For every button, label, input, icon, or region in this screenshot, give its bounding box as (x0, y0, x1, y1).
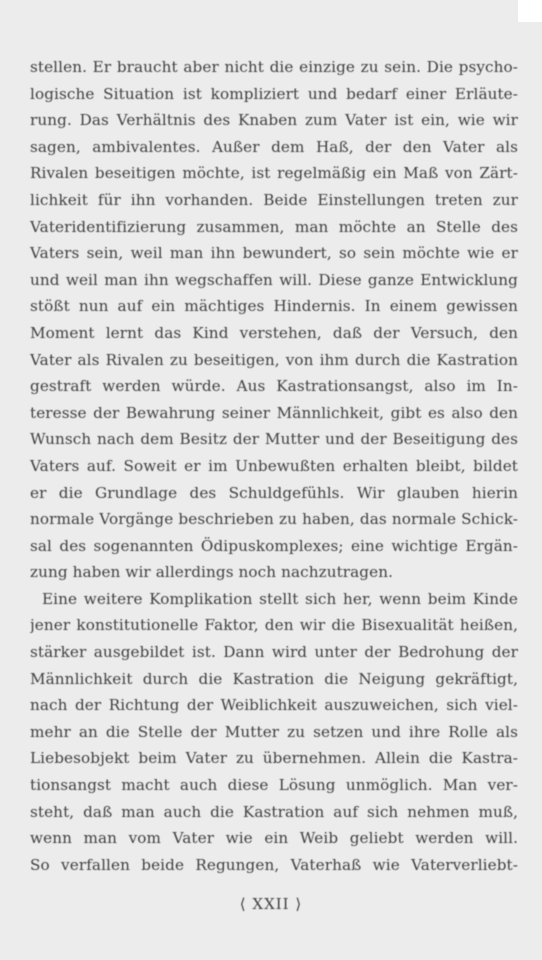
text-line: normale Vorgänge beschrieben zu haben, das normale Schick- (30, 510, 518, 529)
text-line: jener konstitutionelle Faktor, den wir die Bisexualität heißen, (30, 616, 518, 635)
text-line: er die Grundlage des Schuldgefühls. Wir glauben hierin (30, 483, 518, 502)
text-line: Eine weitere Komplikation stellt sich her, wenn beim Kinde (42, 589, 518, 608)
text-line: stärker ausgebildet ist. Dann wird unter der Bedrohung der (30, 643, 518, 662)
text-line: Rivalen beseitigen möchte, ist regelmäßig ein Maß von Zärt- (30, 164, 518, 183)
body-text (30, 54, 518, 878)
text-line: Moment lernt das Kind verstehen, daß der Versuch, den (30, 323, 518, 342)
text-line: So verfallen beide Regungen, Vaterhaß wie Vaterverliebt- (30, 855, 518, 874)
text-line: zung haben wir allerdings noch nachzutragen. (30, 563, 394, 582)
text-line: lichkeit für ihn vorhanden. Beide Einstellungen treten zur (30, 190, 518, 209)
page-number: ⟨ XXII ⟩ (239, 895, 303, 913)
text-line: sal des sogenannten Ödipuskomplexes; eine wichtige Ergän- (30, 536, 518, 555)
text-line: stößt nun auf ein mächtiges Hindernis. In einem gewissen (30, 297, 518, 316)
text-line: teresse der Bewahrung seiner Männlichkeit, gibt es also den (30, 403, 518, 422)
text-line: mehr an die Stelle der Mutter zu setzen und ihre Rolle als (30, 722, 518, 741)
text-line: rung. Das Verhältnis des Knaben zum Vater ist ein, wie wir (30, 111, 518, 130)
text-line: Männlichkeit durch die Kastration die Neigung gekräftigt, (30, 669, 518, 688)
text-line: steht, daß man auch die Kastration auf sich nehmen muß, (30, 802, 518, 821)
text-line: und weil man ihn wegschaffen will. Diese ganze Entwicklung (30, 270, 518, 289)
text-line: Vateridentifizierung zusammen, man möchte an Stelle des (30, 217, 518, 236)
text-line: Wunsch nach dem Besitz der Mutter und der Beseitigung des (30, 430, 518, 449)
text-line: Vaters sein, weil man ihn bewundert, so sein möchte wie er (30, 244, 518, 263)
text-line: sagen, ambivalentes. Außer dem Haß, der den Vater als (30, 137, 518, 156)
text-line: Vater als Rivalen zu beseitigen, von ihm durch die Kastration (30, 350, 518, 369)
text-line: gestraft werden würde. Aus Kastrationsangst, also im In- (30, 377, 518, 396)
text-line: logische Situation ist kompliziert und bedarf einer Erläute- (30, 84, 518, 103)
text-line: tionsangst macht auch diese Lösung unmöglich. Man ver- (30, 776, 518, 795)
text-line: stellen. Er braucht aber nicht die einzige zu sein. Die psycho- (30, 58, 518, 76)
text-line: nach der Richtung der Weiblichkeit auszuweichen, sich viel- (30, 696, 518, 715)
text-line: wenn man vom Vater wie ein Weib geliebt werden will. (30, 829, 518, 848)
text-line: Liebesobjekt beim Vater zu übernehmen. Allein die Kastra- (30, 749, 518, 768)
text-line: Vaters auf. Soweit er im Unbewußten erhalten bleibt, bildet (30, 456, 518, 475)
